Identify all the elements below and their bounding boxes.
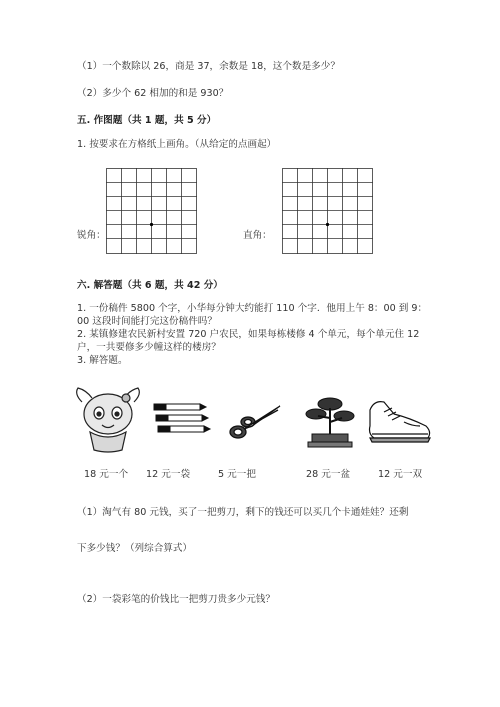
price-bonsai: 28 元一盆	[306, 469, 351, 480]
section-6-q1-line2: 00 这段时间能打完这份稿件吗？	[77, 316, 217, 327]
section-5-heading: 五. 作图题（共 1 题，共 5 分）	[77, 115, 217, 126]
marker-pens-icon	[150, 400, 212, 440]
right-angle-label: 直角：	[243, 230, 272, 241]
bonsai-icon	[300, 394, 360, 454]
start-point-dot	[326, 223, 329, 226]
section-6-q2-line1: 2. 某镇修建农民新村安置 720 户农民，如果每栋楼修 4 个单元，每个单元住 12	[77, 329, 420, 340]
price-marker-pens: 12 元一袋	[146, 469, 191, 480]
price-goat-doll: 18 元一个	[84, 469, 129, 480]
acute-angle-label: 锐角：	[77, 230, 106, 241]
price-sneaker: 12 元一双	[378, 469, 423, 480]
goat-doll-icon	[72, 384, 144, 456]
question-1: （1）一个数除以 26，商是 37，余数是 18，这个数是多少？	[77, 61, 340, 72]
grid-right-angle	[282, 168, 373, 254]
section-6-heading: 六. 解答题（共 6 题，共 42 分）	[77, 280, 223, 291]
section-6-q2-line2: 户，一共要修多少幢这样的楼房？	[77, 342, 221, 353]
subquestion-1-line1: （1）淘气有 80 元钱，买了一把剪刀，剩下的钱还可以买几个卡通娃娃？还剩	[77, 507, 409, 518]
subquestion-2: （2）一袋彩笔的价钱比一把剪刀贵多少元钱？	[77, 594, 275, 605]
start-point-dot	[150, 223, 153, 226]
grid-acute-angle	[106, 168, 197, 254]
scissors-icon	[228, 402, 284, 442]
section-6-q1-line1: 1. 一份稿件 5800 个字，小华每分钟大约能打 110 个字．他用上午 8：00 到 9：	[77, 303, 428, 314]
question-2: （2）多少个 62 相加的和是 930？	[77, 88, 229, 99]
section-5-question-1: 1. 按要求在方格纸上画角。（从给定的点画起）	[77, 139, 277, 150]
section-6-q3: 3. 解答题。	[77, 355, 128, 366]
price-scissors: 5 元一把	[218, 469, 256, 480]
subquestion-1-line2: 下多少钱？（列综合算式）	[77, 543, 193, 554]
sneaker-icon	[364, 396, 434, 446]
